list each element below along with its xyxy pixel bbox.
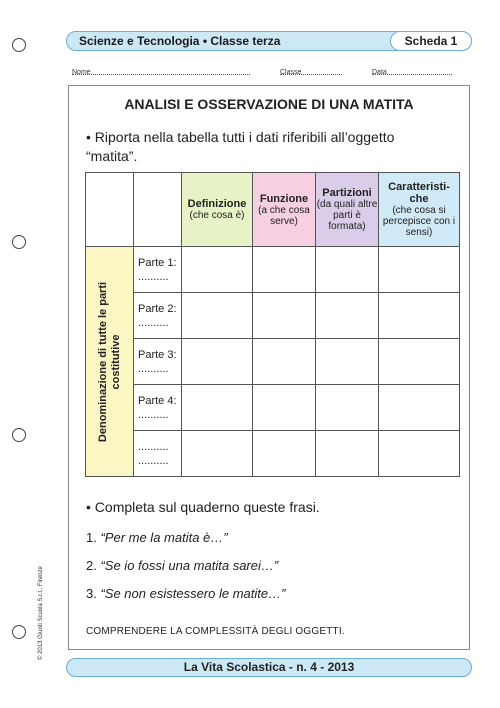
table-row [86, 293, 460, 339]
data-label: Data [372, 69, 387, 76]
parte-5-label: .......... .......... [134, 431, 182, 477]
cell-input[interactable] [379, 247, 460, 293]
parte-3-label: Parte 3: .......... [134, 339, 182, 385]
cell-input[interactable] [253, 247, 316, 293]
header-caratteristiche: Caratteristi-che (che cosa si percepisce con i sensi) [379, 173, 460, 247]
worksheet-title: ANALISI E OSSERVAZIONE DI UNA MATITA [124, 96, 414, 112]
copyright-note: © 2013 Giunti Scuola S.r.l., Firenze [38, 566, 44, 660]
cell-input[interactable] [316, 431, 379, 477]
sentence-1: 1. “Per me la matita è…” [86, 530, 228, 545]
header-funzione: Funzione (a che cosa serve) [253, 173, 316, 247]
parte-1-label: Parte 1: .......... [134, 247, 182, 293]
instruction-1-line1: • Riporta nella tabella tutti i dati riferibili all’oggetto [86, 129, 395, 145]
binder-hole [12, 38, 26, 52]
cell-input[interactable] [379, 431, 460, 477]
table-row [86, 385, 460, 431]
cell-input[interactable] [253, 339, 316, 385]
classe-label: Classe [280, 69, 302, 76]
subject-title: Scienze e Tecnologia • Classe terza [79, 34, 281, 48]
table-row [86, 431, 460, 477]
cell-input[interactable] [316, 293, 379, 339]
nome-field[interactable] [72, 69, 250, 75]
cell-input[interactable] [316, 385, 379, 431]
instruction-1 [86, 128, 394, 166]
cell-input[interactable] [379, 339, 460, 385]
cell-input[interactable] [253, 385, 316, 431]
parte-2-label: Parte 2: .......... [134, 293, 182, 339]
cell-input[interactable] [316, 339, 379, 385]
cell-input[interactable] [379, 385, 460, 431]
sentence-2: 2. “Se io fossi una matita sarei…” [86, 558, 279, 573]
binder-hole [12, 625, 26, 639]
header-bar [66, 31, 472, 51]
cell-input[interactable] [379, 293, 460, 339]
corner-cell [86, 173, 134, 247]
cell-input[interactable] [316, 247, 379, 293]
corner-cell [134, 173, 182, 247]
table-header-row [86, 173, 460, 247]
header-partizioni: Partizioni (da quali altre parti è formata) [316, 173, 379, 247]
table-row [86, 339, 460, 385]
row-header-denominazione: Denominazione di tutte le parti costitutive [86, 247, 134, 477]
table-row [86, 247, 460, 293]
classe-field[interactable] [280, 69, 342, 75]
instruction-2: • Completa sul quaderno queste frasi. [86, 499, 320, 515]
data-field[interactable] [372, 69, 452, 75]
binder-hole [12, 235, 26, 249]
cell-input[interactable] [182, 247, 253, 293]
cell-input[interactable] [182, 431, 253, 477]
scheda-badge: Scheda 1 [390, 31, 472, 51]
learning-objective: COMPRENDERE LA COMPLESSITÀ DEGLI OGGETTI. [86, 626, 345, 637]
cell-input[interactable] [253, 431, 316, 477]
instruction-1-line2: “matita”. [86, 148, 138, 164]
sentence-3: 3. “Se non esistessero le matite…” [86, 586, 286, 601]
analysis-table [85, 172, 460, 477]
cell-input[interactable] [182, 339, 253, 385]
cell-input[interactable] [182, 385, 253, 431]
cell-input[interactable] [182, 293, 253, 339]
cell-input[interactable] [253, 293, 316, 339]
header-definizione: Definizione (che cosa è) [182, 173, 253, 247]
nome-label: Nome [72, 69, 91, 76]
footer-bar: La Vita Scolastica - n. 4 - 2013 [66, 658, 472, 677]
binder-hole [12, 428, 26, 442]
parte-4-label: Parte 4: .......... [134, 385, 182, 431]
